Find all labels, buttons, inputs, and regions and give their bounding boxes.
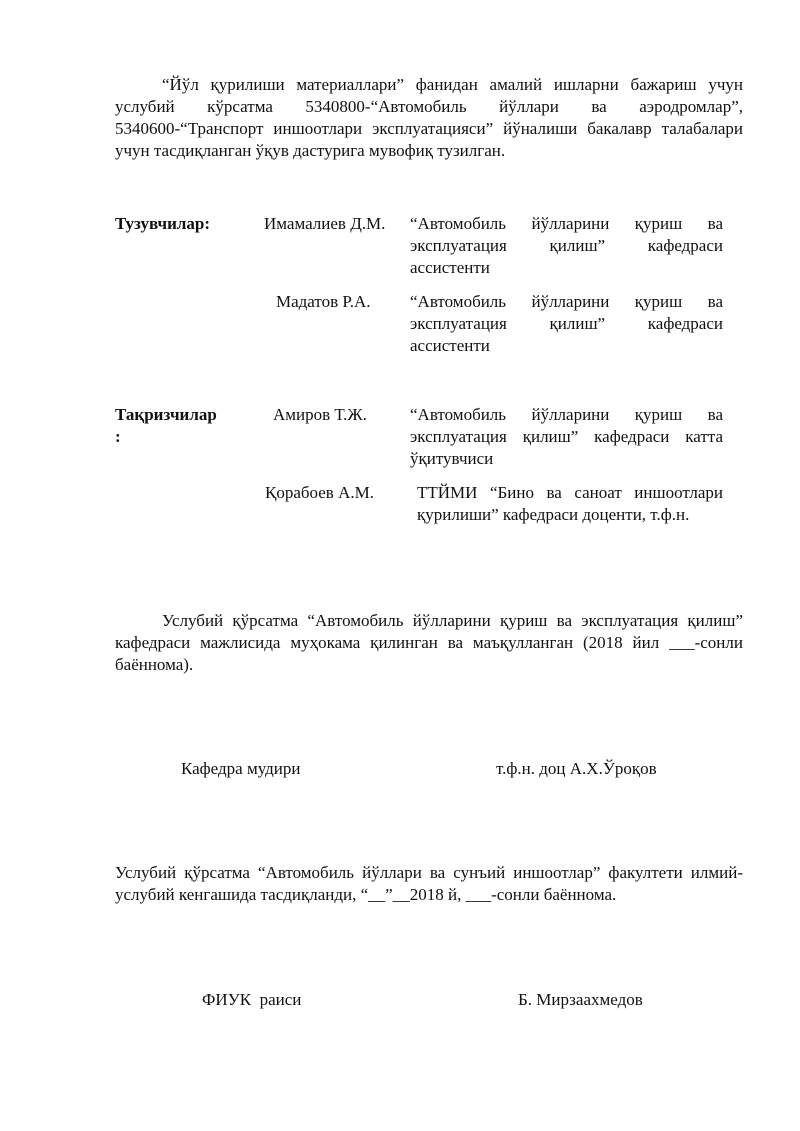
department-head-title: Кафедра мудири <box>181 759 301 778</box>
compiler-position: “Автомобиль йўлларини қуриш ва эксплуатация қилиш” кафедраси ассистенти <box>410 292 723 355</box>
compiler-name: Мадатов Р.А. <box>276 292 371 311</box>
council-chair-title: ФИУК раиси <box>202 990 302 1009</box>
department-paragraph: Услубий қўрсатма “Автомобиль йўлларини қуриш ва эксплуатация қилиш” кафедраси мажлисида муҳокама қилинган ва маъқулланган (2018 йил ___-сонли баённома). <box>115 611 743 674</box>
reviewers-label: Тақризчилар <box>115 405 217 424</box>
intro-paragraph: “Йўл қурилиши материаллари” фанидан амалий ишларни бажариш учун услубий кўрсатма 5340800-“Автомобиль йўллари ва аэродромлар”, 5340600-“Транспорт иншоотлари эксплуатацияси” йўналиши бакалавр талабалари учун тасдиқланган ўқув дастурига мувофиқ тузилган. <box>115 75 743 160</box>
department-head-name: т.ф.н. доц А.Х.Ўроқов <box>496 759 657 778</box>
compilers-label: Тузувчилар: <box>115 214 211 233</box>
council-chair-name: Б. Мирзаахмедов <box>518 990 643 1009</box>
reviewer-position: “Автомобиль йўлларини қуриш ва эксплуатация қилиш” кафедраси катта ўқитувчиси <box>410 405 723 468</box>
compiler-name: Имамалиев Д.М. <box>264 214 386 233</box>
reviewer-position: ТТЙМИ “Бино ва саноат иншоотлари қурилиши” кафедраси доценти, т.ф.н. <box>417 483 723 524</box>
reviewers-label-colon: : <box>115 427 121 446</box>
reviewer-name: Амиров Т.Ж. <box>273 405 367 424</box>
reviewer-name: Қорабоев А.М. <box>265 483 374 502</box>
compiler-position: “Автомобиль йўлларини қуриш ва эксплуатация қилиш” кафедраси ассистенти <box>410 214 723 277</box>
council-paragraph: Услубий қўрсатма “Автомобиль йўллари ва сунъий иншоотлар” факултети илмий-услубий кенгашида тасдиқланди, “__”__2018 й, ___-сонли баённома. <box>115 863 743 904</box>
